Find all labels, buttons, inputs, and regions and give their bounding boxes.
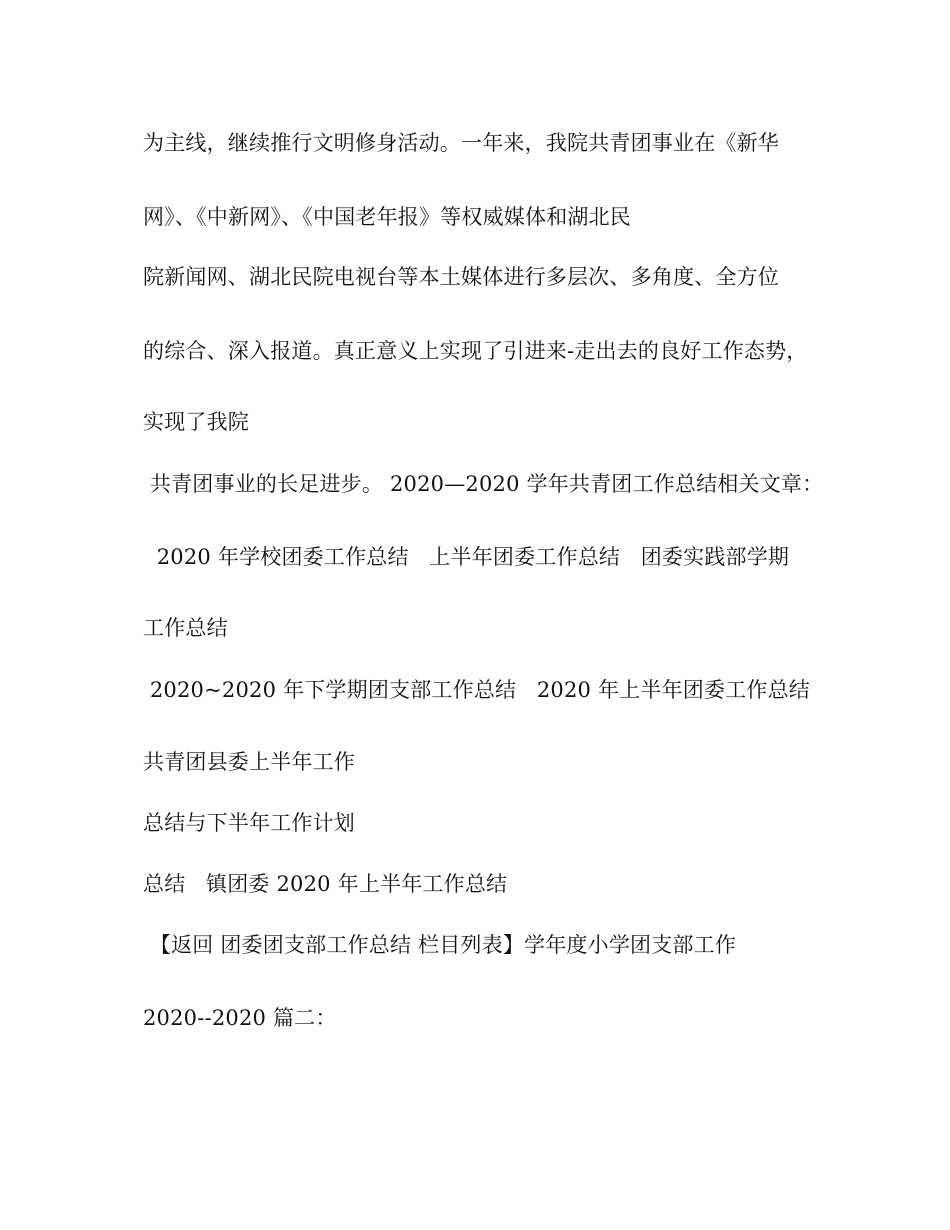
text-line: 实现了我院 xyxy=(143,410,249,434)
text-line: 2020--2020 篇二： xyxy=(143,1006,337,1030)
text-line: 2020 年学校团委工作总结 上半年团委工作总结 团委实践部学期 xyxy=(143,545,790,569)
text-line: 总结与下半年工作计划 xyxy=(143,811,355,835)
text-line: 的综合、深入报道。真正意义上实现了引进来-走出去的良好工作态势， xyxy=(143,339,808,363)
text-line: 2020~2020 年下学期团支部工作总结 2020 年上半年团委工作总结 xyxy=(143,678,810,702)
text-line: 网》、《中新网》、《中国老年报》等权威媒体和湖北民 xyxy=(143,205,631,229)
text-line: 院新闻网、湖北民院电视台等本土媒体进行多层次、多角度、全方位 xyxy=(143,265,779,289)
text-line: 【返回 团委团支部工作总结 栏目列表】学年度小学团支部工作 xyxy=(143,933,737,957)
text-line: 总结 镇团委 2020 年上半年工作总结 xyxy=(143,872,508,896)
text-line: 为主线，继续推行文明修身活动。一年来，我院共青团事业在《新华 xyxy=(143,131,779,155)
text-line: 共青团事业的长足进步。 2020—2020 学年共青团工作总结相关文章： xyxy=(143,472,824,496)
text-line: 工作总结 xyxy=(143,616,228,640)
text-line: 共青团县委上半年工作 xyxy=(143,750,355,774)
